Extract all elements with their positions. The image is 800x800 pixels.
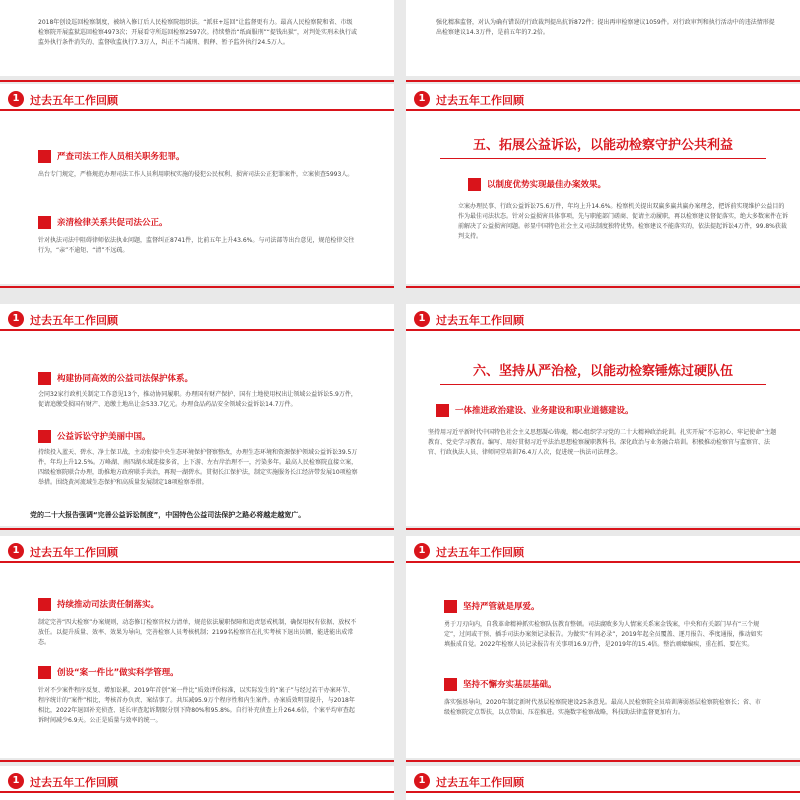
section-title: 过去五年工作回顾 (436, 314, 524, 327)
chapter-title-rule (440, 384, 766, 385)
subheading (38, 428, 151, 444)
slide-paragraph: 针对执法司法中阻碍律师依法执业问题，监督纠正8741件，比前五年上升43.6%。与司法部等出台意见，规范检律交往行为，“亲”不逾矩、“清”不远疏。 (38, 237, 355, 254)
slide-paragraph: 会同32家行政机关制定工作意见13个，推动协同履职。办理国有财产保护、国有土地使用权出让领域公益诉讼5.9万件，促请追缴受损国有财产、追缴土地出让金533.7亿元。办理食品药品安全领域公益诉讼14.7万件。 (38, 391, 357, 408)
section-title: 过去五年工作回顾 (30, 776, 118, 789)
slide-paragraph: 制定完善“四大检察”办案规则，动态修订检察官权力清单，规范依法履职保障和追责惩戒机制，确保用权有依据、放权不放任。以提升质量、效率、效果为导向，完善检察人员考核机制；2199名检察官在扎实考核下退出员额，能进能出成常态。 (38, 619, 357, 646)
subheading-text: 坚持严管就是厚爱。 (463, 602, 540, 612)
section-title: 过去五年工作回顾 (30, 314, 118, 327)
slide-paragraph: 坚持用习近平新时代中国特色社会主义思想凝心铸魂，精心组织学习党的二十大精神政治轮训。扎实开展“不忘初心、牢记使命”主题教育、党史学习教育。编写、用好贯彻习近平法治思想检察履职教科书。深化政治与业务融合培训。积极推动检察官与监察官、法官、行政执法人员、律师同堂培训76.4万人次，促进统一执法司法理念。 (428, 429, 777, 456)
slide-4 (0, 304, 394, 526)
section-number-badge: 1 (8, 543, 24, 559)
subheading (444, 676, 557, 692)
slide-footer-line (0, 286, 394, 288)
slide-paragraph: 强化精准监督，对认为确有错误的行政裁判提出抗诉872件；提出再审检察建议1059件。对行政审判和执行活动中的违法情形提出检察建议14.3万件，是前五年的7.2倍。 (436, 19, 775, 36)
header-rule (0, 329, 394, 331)
header-rule (0, 109, 394, 111)
subheading (38, 370, 193, 386)
slide-5 (406, 304, 800, 526)
slide-header (406, 304, 800, 330)
slide-paragraph: 勇于刀刃向内，自我革命精神抓实检察队伍教育整顿。司法腐败多为人情案关系案金钱案，中央和有关部门早有“三个规定”，过问或干预、插手司法办案须记录报告。为做实“有问必录”，2019年起全员覆盖、逐月报告、季度通报，推动如实填报成自觉。2022年检察人员记录报告有关事项16.9万件，是2019年的15.4倍。整治顽瘴痼疾，重在抓、要在实。 (444, 621, 763, 648)
red-square-icon (436, 404, 449, 417)
section-title: 过去五年工作回顾 (436, 546, 524, 559)
subheading (38, 596, 159, 612)
slide-footer-line (0, 528, 394, 530)
section-title: 过去五年工作回顾 (436, 94, 524, 107)
slide-footer-line (406, 528, 800, 530)
subheading-text: 坚持不懈夯实基层基础。 (463, 680, 557, 690)
slide-paragraph: 立案办理民事、行政公益诉讼75.6万件，年均上升14.6%。检察机关提出双赢多赢共赢办案理念，把诉前实现维护公益目的作为最佳司法状态。针对公益损害具体事项，先与职能部门磋商、促请主动履职，再以检察建议督促落实，绝大多数案件在诉前解决了公益损害问题。彰显中国特色社会主义司法制度独特优势。检察建议不能落实的，依法提起诉讼4万件，99.8%获裁判支持。 (458, 203, 789, 240)
header-rule (406, 791, 800, 793)
subheading-text: 持续推动司法责任制落实。 (57, 600, 160, 610)
red-square-icon (38, 372, 51, 385)
slide-8 (0, 766, 394, 800)
red-square-icon (444, 678, 457, 691)
slide-7 (406, 536, 800, 758)
subheading-text: 构建协同高效的公益司法保护体系。 (57, 374, 194, 384)
red-square-icon (38, 150, 51, 163)
slide-header (406, 84, 800, 110)
summary-statement: 党的二十大报告强调“完善公益诉讼制度”，中国特色公益司法保护之路必将越走越宽广。 (30, 511, 306, 519)
chapter-title-rule (440, 158, 766, 159)
slide-paragraph: 针对不少案件程序反复、增加讼累，2019年首创“案一件比”质效评价标准，以实际发生的“案子”与经过若干办案环节、程序统计的“案件”相比，考核首办负责、案结事了。共压减95.9万个程序性和内生案件。办案质效明显提升，与2018年相比，2022年退回补充侦查、延长审查起诉期限分别下降80%和95.8%。自行补充侦查上升264.6倍，个案平均审查起诉时间减少6.9天。公正是质量与效率的统一。 (38, 687, 355, 724)
subheading-text: 亲清检律关系共促司法公正。 (57, 218, 168, 228)
slide-header (406, 766, 800, 792)
red-square-icon (38, 216, 51, 229)
slide-2 (0, 84, 394, 284)
subheading-text: 创设“案一件比”做实科学管理。 (57, 668, 179, 678)
slide-paragraph: 2018年创设巡回检察制度，被纳入修订后人民检察院组织法。“派驻+巡回”让监督更有力。最高人民检察院和省、市级检察院开展监狱巡回检察4973次；开展看守所巡回检察2597次。持续整治“纸面服刑”“提钱出狱”，对判处实刑未执行或监外执行条件消失的、监督收监执行7.3万人，纠正不当减刑、假释、暂予监外执行24.5万人。 (38, 19, 357, 46)
red-square-icon (38, 598, 51, 611)
header-rule (0, 561, 394, 563)
slide-header (0, 304, 394, 330)
slide-paragraph: 落实强基导向，2020年制定新时代基层检察院建设25条意见。最高人民检察院全员培训薄弱基层检察院检察长；省、市级检察院定点帮扶，以点带面、压茬推进。实施数字检察战略，科技助法律监督更加有力。 (444, 699, 761, 716)
slide-footer-line (406, 286, 800, 288)
section-number-badge: 1 (414, 311, 430, 327)
section-title: 过去五年工作回顾 (30, 94, 118, 107)
header-rule (406, 561, 800, 563)
red-square-icon (38, 666, 51, 679)
section-number-badge: 1 (8, 91, 24, 107)
slide-0 (0, 0, 394, 76)
slide-footer-line (0, 80, 394, 82)
slide-9 (406, 766, 800, 800)
subheading (436, 402, 634, 418)
header-rule (0, 791, 394, 793)
slide-header (0, 536, 394, 562)
slide-paragraph: 出台专门规定，严格规范办理司法工作人员利用职权实施的侵犯公民权利、损害司法公正犯罪案件，立案侦查5993人。 (38, 171, 354, 178)
subheading (38, 148, 185, 164)
section-title: 过去五年工作回顾 (30, 546, 118, 559)
section-number-badge: 1 (8, 773, 24, 789)
chapter-title: 六、坚持从严治检，以能动检察锤炼过硬队伍 (472, 364, 733, 379)
slide-header (0, 84, 394, 110)
subheading-text: 严查司法工作人员相关职务犯罪。 (57, 152, 185, 162)
section-number-badge: 1 (414, 91, 430, 107)
slide-6 (0, 536, 394, 758)
slide-footer-line (0, 760, 394, 762)
slide-header (406, 536, 800, 562)
slide-footer-line (406, 760, 800, 762)
slide-footer-line (406, 80, 800, 82)
subheading (38, 664, 179, 680)
slide-paragraph: 持续投入蓝天、碧水、净土保卫战，主动衔接中央生态环境保护督察整改，办理生态环境和资源保护领域公益诉讼39.5万件，年均上升12.5%。万峰湖、南四湖水域连接多省，上下游、左右岸治理不一，污染多年。最高人民检察院直接立案，四级检察院联合办理，助推地方政府联手共治，再现一湖碧水。贯彻长江保护法，制定实施服务长江经济带发展10项检察举措。围绕黄河流域生态保护和高质量发展制定18项检察举措。 (38, 449, 358, 486)
red-square-icon (468, 178, 481, 191)
subheading (468, 176, 606, 192)
subheading-text: 一体推进政治建设、业务建设和职业道德建设。 (455, 406, 634, 416)
subheading (38, 214, 168, 230)
section-title: 过去五年工作回顾 (436, 776, 524, 789)
slide-header (0, 766, 394, 792)
section-number-badge: 1 (414, 773, 430, 789)
slide-1 (406, 0, 800, 76)
header-rule (406, 329, 800, 331)
section-number-badge: 1 (8, 311, 24, 327)
chapter-title: 五、拓展公益诉讼，以能动检察守护公共利益 (472, 138, 733, 153)
subheading (444, 598, 540, 614)
red-square-icon (38, 430, 51, 443)
red-square-icon (444, 600, 457, 613)
section-number-badge: 1 (414, 543, 430, 559)
header-rule (406, 109, 800, 111)
slide-3 (406, 84, 800, 284)
subheading-text: 以制度优势实现最佳办案效果。 (487, 180, 607, 190)
subheading-text: 公益诉讼守护美丽中国。 (57, 432, 151, 442)
